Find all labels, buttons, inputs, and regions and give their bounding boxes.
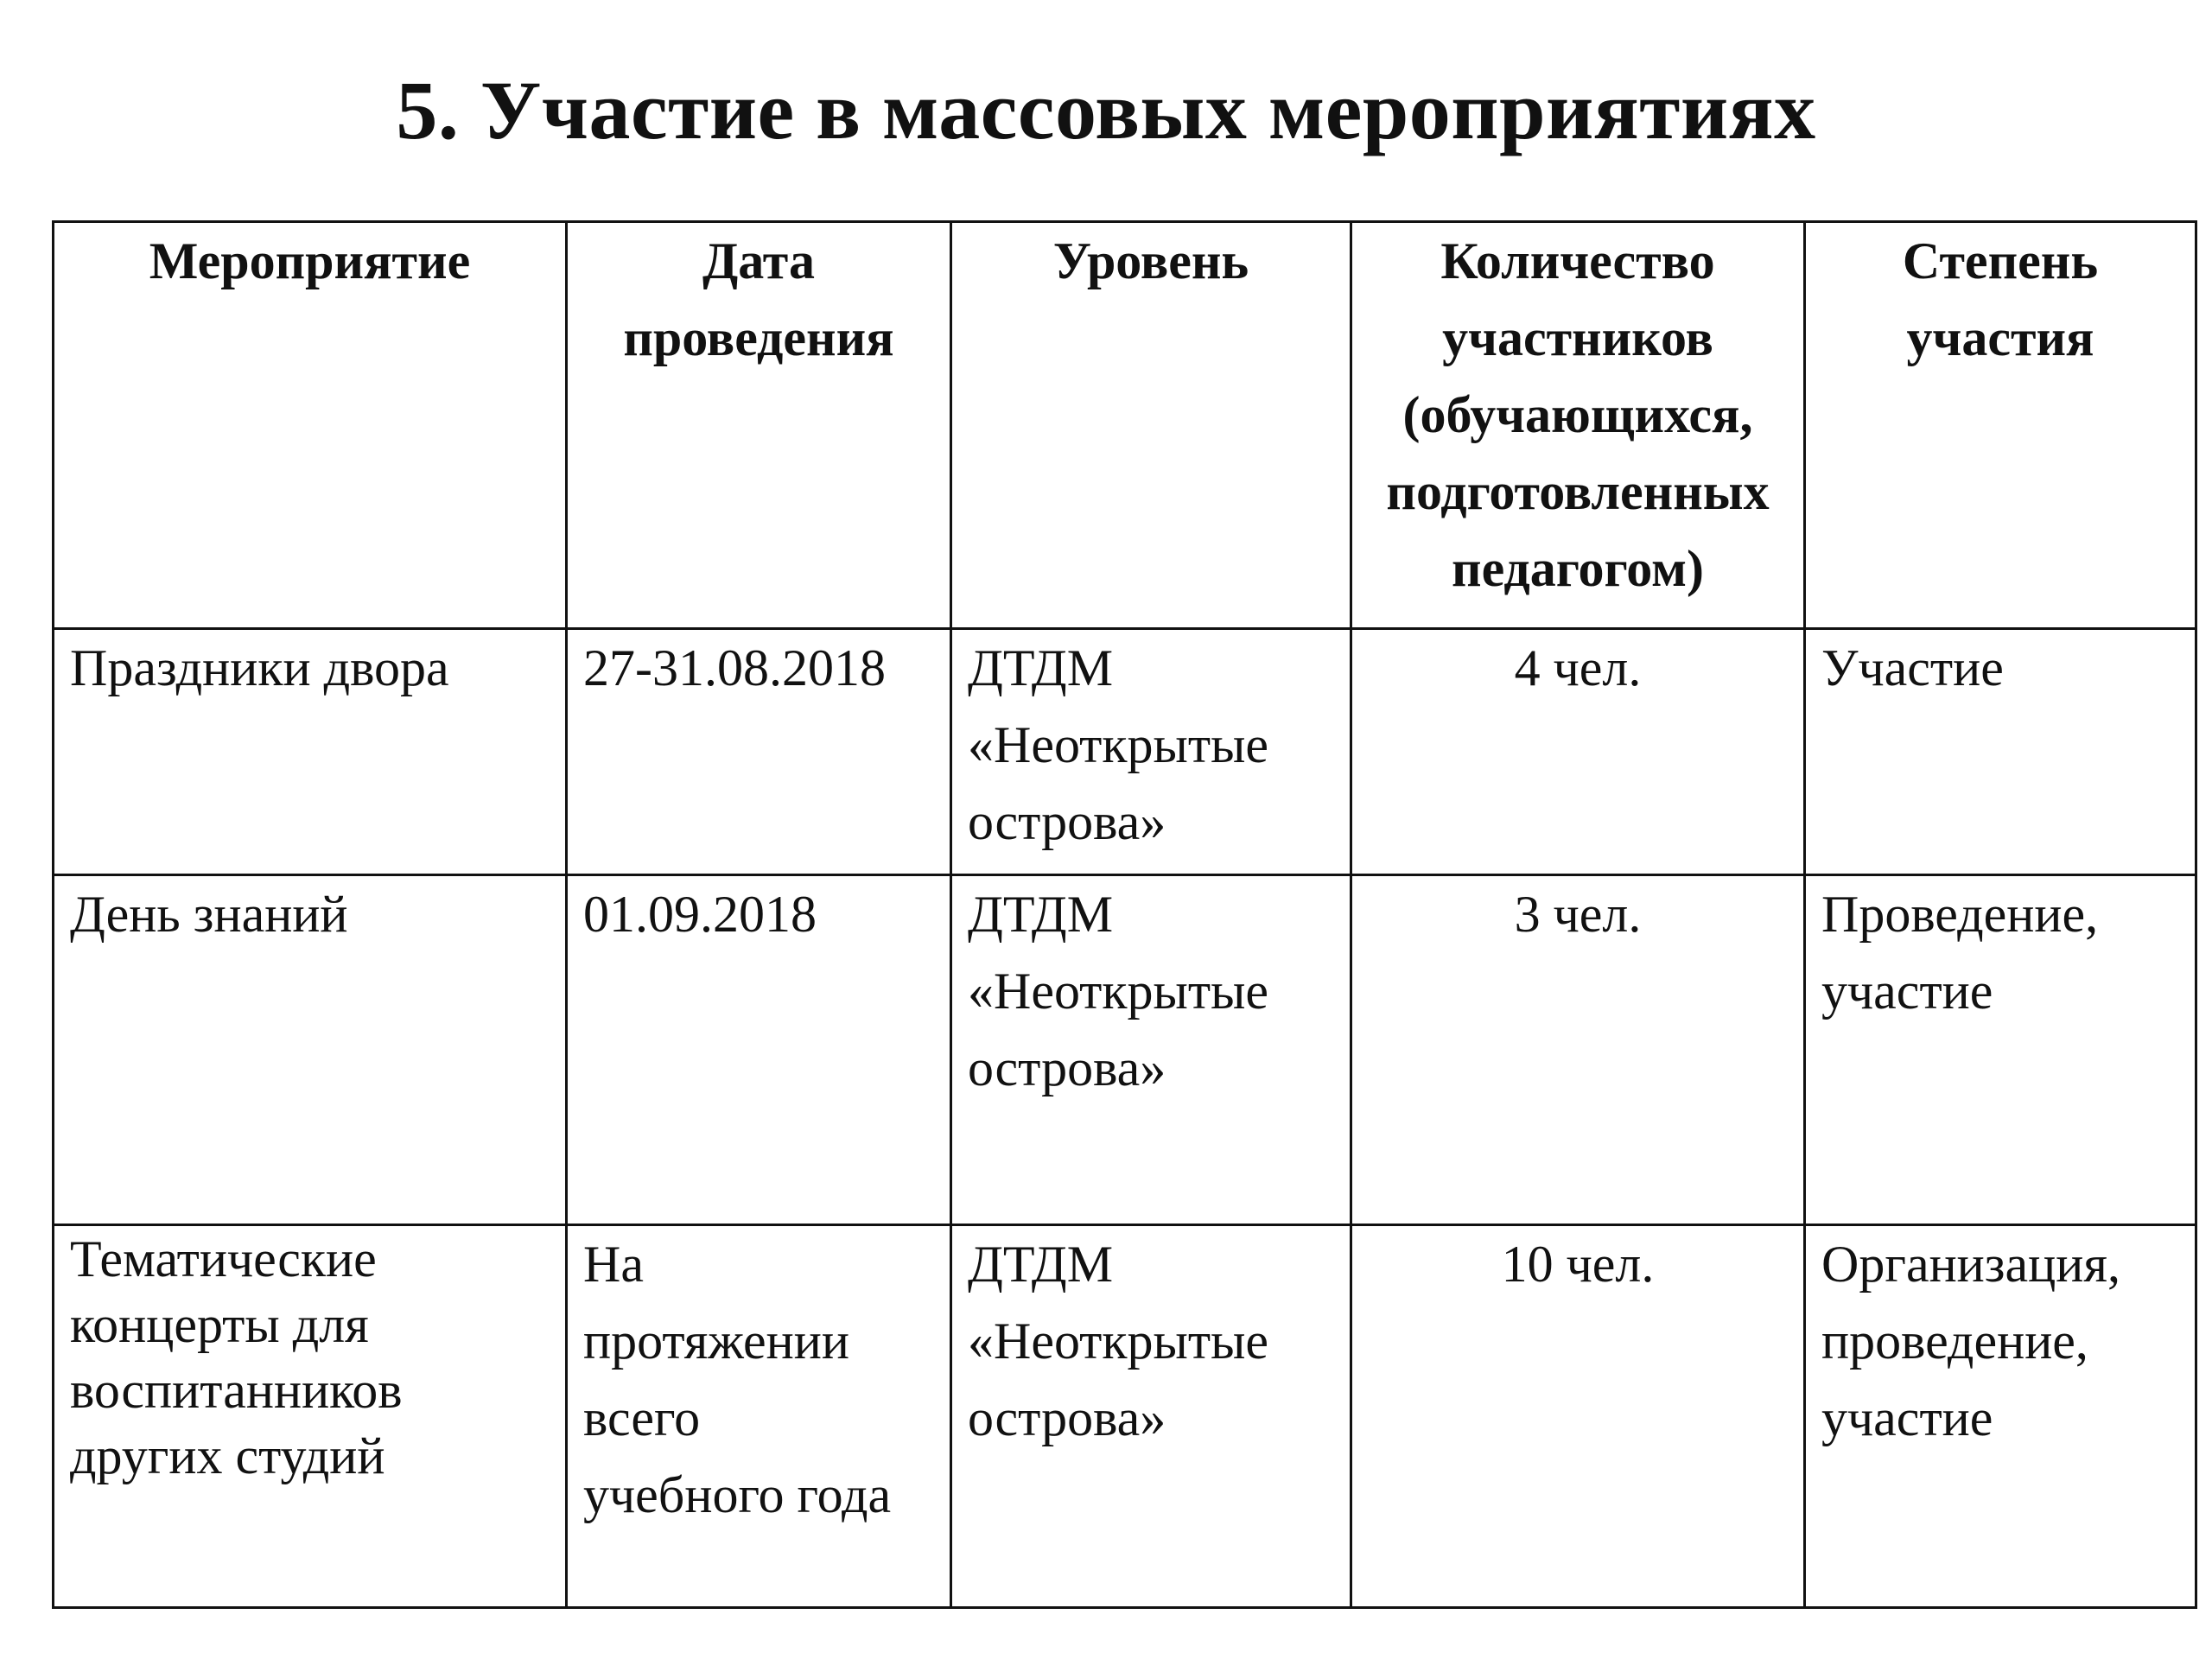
table-header-row xyxy=(54,222,2196,629)
cell-level: ДТДМ «Неоткрытые острова» xyxy=(951,1225,1351,1608)
header-level: Уровень xyxy=(951,222,1351,629)
cell-date: 01.09.2018 xyxy=(567,875,951,1225)
cell-count: 3 чел. xyxy=(1351,875,1805,1225)
page-title: 5. Участие в массовых мероприятиях xyxy=(396,64,1816,156)
cell-date: 27-31.08.2018 xyxy=(567,629,951,875)
cell-role: Проведение, участие xyxy=(1805,875,2196,1225)
table-row xyxy=(54,1225,2196,1608)
header-count: Количество участников (обучающихся, подготовленных педагогом) xyxy=(1351,222,1805,629)
cell-event: Тематические концерты для воспитанников других студий xyxy=(54,1225,567,1608)
cell-role: Организация, проведение, участие xyxy=(1805,1225,2196,1608)
cell-event: День знаний xyxy=(54,875,567,1225)
events-table xyxy=(52,220,2197,1609)
cell-event: Праздники двора xyxy=(54,629,567,875)
header-role: Степень участия xyxy=(1805,222,2196,629)
cell-date: На протяжении всего учебного года xyxy=(567,1225,951,1608)
table-row xyxy=(54,629,2196,875)
cell-role: Участие xyxy=(1805,629,2196,875)
cell-count: 10 чел. xyxy=(1351,1225,1805,1608)
cell-level: ДТДМ «Неоткрытые острова» xyxy=(951,875,1351,1225)
header-date: Дата проведения xyxy=(567,222,951,629)
cell-count: 4 чел. xyxy=(1351,629,1805,875)
table-row xyxy=(54,875,2196,1225)
cell-level: ДТДМ «Неоткрытые острова» xyxy=(951,629,1351,875)
header-event: Мероприятие xyxy=(54,222,567,629)
